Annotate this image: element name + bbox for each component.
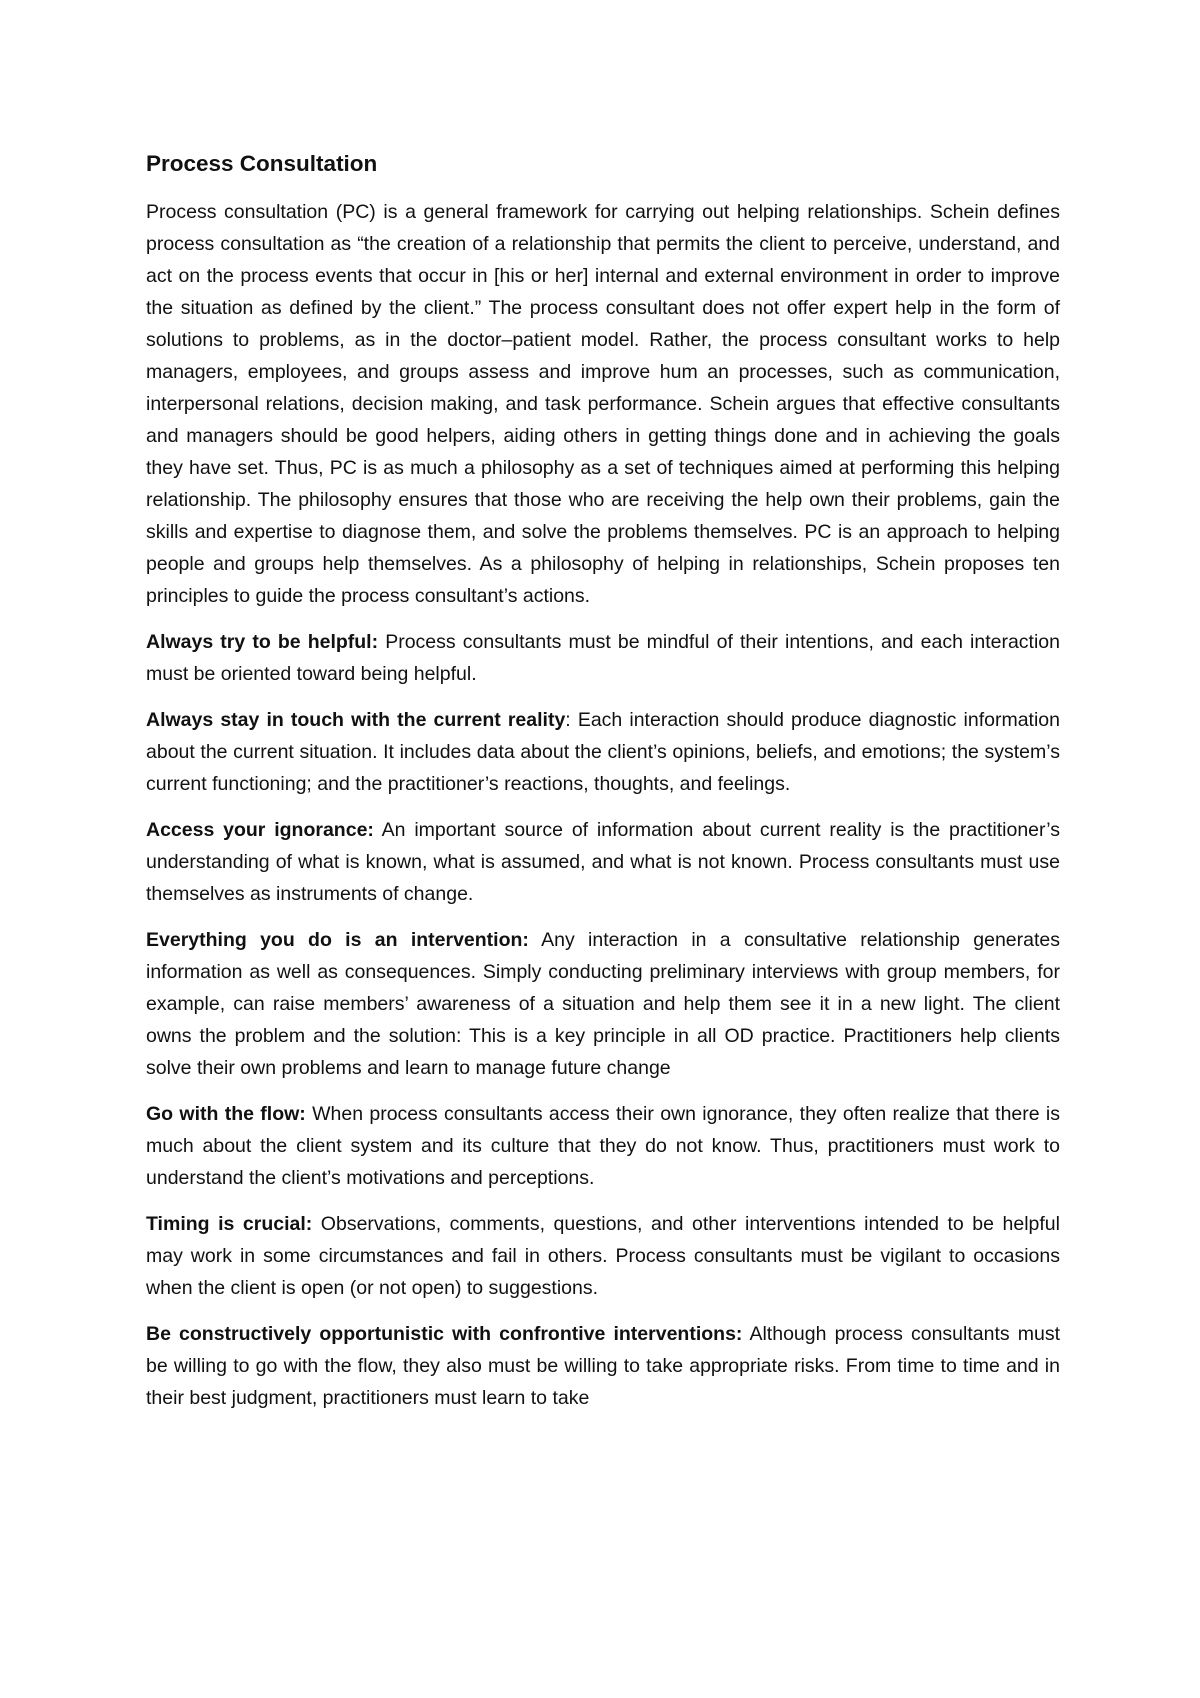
principle-paragraph [146,814,1060,910]
principle-paragraph [146,1318,1060,1414]
principle-term: Everything you do is an intervention: [146,929,529,951]
principle-text: : Each interaction should produce diagnostic information about the current situation. It includes data about the client’s opinions, beliefs, and emotions; the system’s current functioning; and the practitioner’s reactions, thoughts, and feelings. [146,709,1060,795]
principle-term: Access your ignorance: [146,819,374,841]
principle-paragraph [146,1208,1060,1304]
principle-paragraph [146,626,1060,690]
principle-text: Observations, comments, questions, and other interventions intended to be helpful may work in some circumstances and fail in others. Process consultants must be vigilant to occasions when the client is open (or not open) to suggestions. [146,1213,1060,1299]
principle-text: When process consultants access their own ignorance, they often realize that there is much about the client system and its culture that they do not know. Thus, practitioners must work to understand the client’s motivations and perceptions. [146,1103,1061,1189]
principle-paragraph [146,1098,1060,1194]
document-title: Process Consultation [146,151,378,176]
intro-paragraph: Process consultation (PC) is a general framework for carrying out helping relationships. Schein defines process consultation as “the creation of a relationship that permits the client to perceive, understand, and act on the process events that occur in [his or her] internal and external environment in order to improve the situation as defined by the client.” The process consultant does not offer expert help in the form of solutions to problems, as in the doctor–patient model. Rather, the process consultant works to help managers, employees, and groups assess and improve hum an processes, such as communication, interpersonal relations, decision making, and task performance. Schein argues that effective consultants and managers should be good helpers, aiding others in getting things done and in achieving the goals they have set. Thus, PC is as much a philosophy as a set of techniques aimed at performing this helping relationship. The philosophy ensures that those who are receiving the help own their problems, gain the skills and expertise to diagnose them, and solve the problems themselves. PC is an approach to helping people and groups help themselves. As a philosophy of helping in relationships, Schein proposes ten principles to guide the process consultant’s actions. [146,201,1060,607]
principle-paragraph [146,924,1060,1084]
principle-term: Go with the flow: [146,1103,306,1125]
principle-term: Timing is crucial: [146,1213,313,1235]
principle-text: Process consultants must be mindful of their intentions, and each interaction must be oriented toward being helpful. [146,631,1060,685]
principle-text: An important source of information about current reality is the practitioner’s understanding of what is known, what is assumed, and what is not known. Process consultants must use themselves as instruments of change. [146,819,1060,905]
principle-term: Be constructively opportunistic with confrontive interventions: [146,1323,743,1345]
principle-text: Although process consultants must be willing to go with the flow, they also must be willing to take appropriate risks. From time to time and in their best judgment, practitioners must learn to take [146,1323,1060,1409]
principle-term: Always stay in touch with the current reality [146,709,566,731]
principle-paragraph [146,704,1060,800]
document-body [146,150,1060,1428]
principle-term: Always try to be helpful: [146,631,379,653]
principle-text: Any interaction in a consultative relationship generates information as well as consequences. Simply conducting preliminary interviews with group members, for example, can raise members’ awareness of a situation and help them see it in a new light. The client owns the problem and the solution: This is a key principle in all OD practice. Practitioners help clients solve their own problems and learn to manage future change [146,929,1060,1079]
